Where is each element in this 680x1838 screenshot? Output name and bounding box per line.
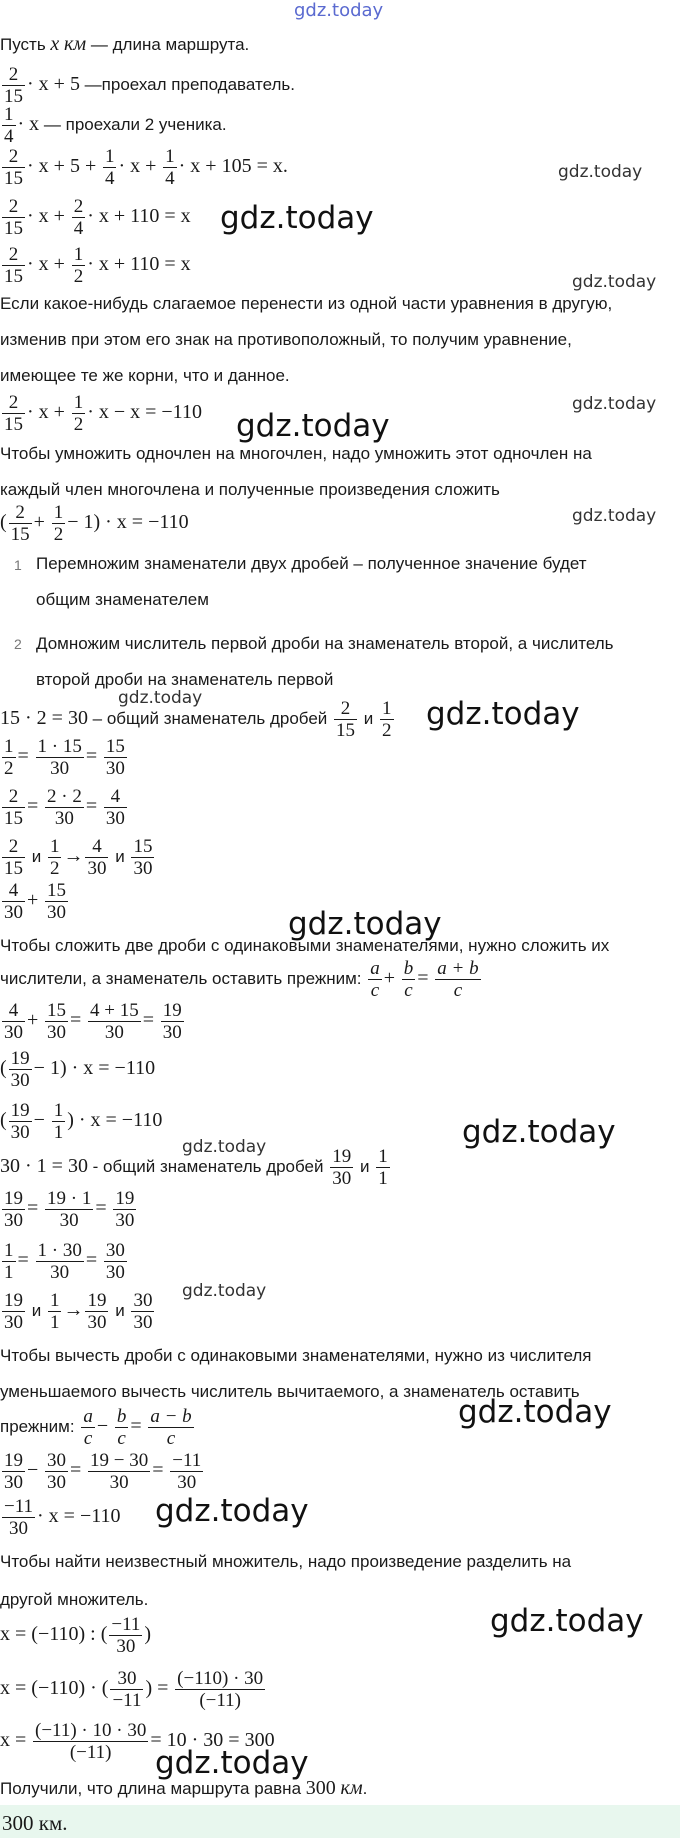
fraction: $\frac{2}{15}$ [4, 244, 23, 287]
math-line: $\frac{2}{15}$ · x + $\frac{2}{4}$ · x + 110 = x [4, 196, 191, 239]
fraction: $\frac{1}{1}$ [53, 1100, 64, 1143]
fraction: $\frac{19 - 30}{30}$ [90, 1450, 149, 1493]
watermark: gdz.today [288, 906, 442, 942]
watermark: gdz.today [558, 162, 643, 182]
step-number: 1 [14, 557, 22, 573]
math-line: числители, а знаменатель оставить прежним: $\frac{a}{c}$ + $\frac{b}{c}$ = $\frac{a + b}{c}$ [0, 958, 479, 1001]
text-line: другой множитель. [0, 1590, 149, 1609]
fraction: $\frac{19}{30}$ [10, 1100, 30, 1143]
fraction: $\frac{30}{30}$ [133, 1290, 153, 1333]
step-text: Домножим числитель первой дроби на знаменатель второй, а числитель [36, 634, 614, 653]
math-line: $\frac{2}{15}$ · x + $\frac{1}{2}$ · x − x = −110 [4, 392, 202, 435]
fraction: $\frac{19}{30}$ [4, 1188, 23, 1231]
fraction: $\frac{19}{30}$ [87, 1290, 107, 1333]
fraction: $\frac{2}{15}$ [4, 146, 23, 189]
fraction: $\frac{2 \cdot 2}{30}$ [47, 786, 82, 829]
math-line: $\frac{2}{15}$ и $\frac{1}{2}$ → $\frac{4}{30}$ и $\frac{15}{30}$ [4, 836, 153, 879]
fraction: $\frac{30}{-11}$ [112, 1668, 142, 1711]
fraction: $\frac{1}{4}$ [4, 104, 14, 147]
watermark: gdz.today [426, 696, 580, 732]
math-line: 30 · 1 = 30 - общий знаменатель дробей $\frac{19}{30}$ и $\frac{1}{1}$ [0, 1146, 388, 1189]
fraction: $\frac{-11}{30}$ [4, 1496, 34, 1539]
watermark: gdz.today [572, 506, 657, 526]
fraction: $\frac{2}{15}$ [4, 786, 23, 829]
fraction: $\frac{19}{30}$ [4, 1450, 23, 1493]
fraction: $\frac{1 \cdot 15}{30}$ [37, 736, 82, 779]
fraction: $\frac{1 \cdot 30}{30}$ [37, 1240, 82, 1283]
fraction: $\frac{15}{30}$ [105, 736, 125, 779]
math-line: $\frac{2}{15}$ · x + 5 + $\frac{1}{4}$ · x + $\frac{1}{4}$ · x + 105 = x. [4, 146, 288, 189]
watermark: gdz.today [462, 1114, 616, 1150]
fraction: $\frac{30}{30}$ [105, 1240, 125, 1283]
answer-text: 300 км. [2, 1811, 68, 1835]
fraction: $\frac{4 + 15}{30}$ [90, 1000, 139, 1043]
text-line: каждый член многочлена и полученные произведения сложить [0, 480, 500, 499]
fraction: $\frac{2}{15}$ [4, 392, 23, 435]
fraction: $\frac{1}{1}$ [378, 1146, 388, 1189]
text-line: Если какое-нибудь слагаемое перенести из одной части уравнения в другую, [0, 294, 613, 313]
fraction: $\frac{2}{15}$ [4, 64, 23, 107]
text-line: Получили, что длина маршрута равна 300 км. [0, 1777, 368, 1799]
fraction: $\frac{4}{30}$ [4, 880, 23, 923]
fraction: $\frac{15}{30}$ [133, 836, 153, 879]
fraction: $\frac{a}{c}$ [370, 958, 380, 1001]
math-line: $\frac{2}{15}$ = $\frac{2 \cdot 2}{30}$ = $\frac{4}{30}$ [4, 786, 125, 829]
text-line: Чтобы сложить две дроби с одинаковыми знаменателями, нужно сложить их [0, 936, 610, 955]
watermark: gdz.today [236, 408, 390, 444]
math-line: $\frac{4}{30}$ + $\frac{15}{30}$ [4, 880, 67, 923]
text-line: Чтобы умножить одночлен на многочлен, надо умножить этот одночлен на [0, 444, 592, 463]
math-line: $\frac{1}{4}$ · x — проехали 2 ученика. [4, 104, 227, 147]
fraction: $\frac{b}{c}$ [116, 1406, 127, 1449]
fraction: $\frac{a - b}{c}$ [150, 1406, 192, 1449]
math-line: $\frac{-11}{30}$ · x = −110 [4, 1496, 121, 1539]
fraction: $\frac{a + b}{c}$ [437, 958, 479, 1001]
text-line: Чтобы вычесть дроби с одинаковыми знаменателями, нужно из числителя [0, 1346, 592, 1365]
math-line: $\frac{1}{2}$ = $\frac{1 \cdot 15}{30}$ = $\frac{15}{30}$ [4, 736, 125, 779]
watermark: gdz.today [118, 688, 203, 708]
fraction: $\frac{19}{30}$ [4, 1290, 23, 1333]
math-line: прежним: $\frac{a}{c}$ − $\frac{b}{c}$ = $\frac{a - b}{c}$ [0, 1406, 192, 1449]
fraction: $\frac{(-11) \cdot 10 \cdot 30}{(-11)}$ [35, 1720, 147, 1763]
step-text: общим знаменателем [36, 590, 209, 609]
fraction: $\frac{19}{30}$ [332, 1146, 352, 1189]
fraction: $\frac{1}{1}$ [4, 1240, 14, 1283]
math-line: x = (−110) : ( $\frac{-11}{30}$ ) [0, 1614, 152, 1657]
fraction: $\frac{1}{1}$ [49, 1290, 60, 1333]
fraction: $\frac{a}{c}$ [83, 1406, 93, 1449]
fraction: $\frac{b}{c}$ [403, 958, 414, 1001]
math-line: x = $\frac{(-11) \cdot 10 \cdot 30}{(-11)}$ = 10 · 30 = 300 [0, 1720, 275, 1763]
fraction: $\frac{1}{2}$ [49, 836, 60, 879]
text-line: Чтобы найти неизвестный множитель, надо произведение разделить на [0, 1552, 572, 1571]
fraction: $\frac{2}{15}$ [336, 698, 356, 741]
answer-box [0, 1805, 680, 1838]
fraction: $\frac{4}{30}$ [4, 1000, 23, 1043]
watermark: gdz.today [572, 394, 657, 414]
fraction: $\frac{19}{30}$ [115, 1188, 135, 1231]
fraction: $\frac{4}{30}$ [87, 836, 107, 879]
text-line: уменьшаемого вычесть числитель вычитаемого, а знаменатель оставить [0, 1382, 580, 1401]
fraction: $\frac{1}{2}$ [53, 502, 64, 545]
watermark: gdz.today [572, 272, 657, 292]
fraction: $\frac{15}{30}$ [47, 1000, 67, 1043]
watermark: gdz.today [182, 1281, 267, 1301]
math-line: ( $\frac{19}{30}$ − 1) · x = −110 [0, 1048, 156, 1091]
math-line: $\frac{19}{30}$ − $\frac{30}{30}$ = $\frac{19 - 30}{30}$ = $\frac{-11}{30}$ [4, 1450, 202, 1493]
watermark: gdz.today [182, 1137, 267, 1157]
fraction: $\frac{19 \cdot 1}{30}$ [47, 1188, 92, 1231]
fraction: $\frac{2}{4}$ [73, 196, 84, 239]
watermark-top: gdz.today [294, 0, 384, 21]
watermark: gdz.today [155, 1493, 309, 1529]
fraction: $\frac{1}{4}$ [165, 146, 175, 189]
watermark: gdz.today [155, 1745, 309, 1781]
watermark: gdz.today [220, 200, 374, 236]
fraction: $\frac{30}{30}$ [47, 1450, 67, 1493]
fraction: $\frac{4}{30}$ [105, 786, 125, 829]
fraction: $\frac{1}{4}$ [104, 146, 115, 189]
step-text: второй дроби на знаменатель первой [36, 670, 334, 689]
fraction: $\frac{2}{15}$ [4, 196, 23, 239]
watermark: gdz.today [458, 1394, 612, 1430]
fraction: $\frac{2}{15}$ [10, 502, 30, 545]
fraction: $\frac{19}{30}$ [162, 1000, 182, 1043]
fraction: $\frac{2}{15}$ [4, 836, 23, 879]
fraction: $\frac{-11}{30}$ [172, 1450, 202, 1493]
math-line: ( $\frac{19}{30}$ − $\frac{1}{1}$ ) · x = −110 [0, 1100, 163, 1143]
math-line: $\frac{2}{15}$ · x + 5 —проехал преподаватель. [4, 64, 295, 107]
step-number: 2 [14, 636, 22, 652]
fraction: $\frac{(-110) \cdot 30}{(-11)}$ [177, 1668, 264, 1711]
text-line: Пусть x км — длина маршрута. [0, 33, 250, 55]
math-line: 15 · 2 = 30 – общий знаменатель дробей $\frac{2}{15}$ и $\frac{1}{2}$ [0, 698, 392, 741]
math-line: ( $\frac{2}{15}$ + $\frac{1}{2}$ − 1) · x = −110 [0, 502, 189, 545]
math-line: $\frac{19}{30}$ = $\frac{19 \cdot 1}{30}$ = $\frac{19}{30}$ [4, 1188, 135, 1231]
fraction: $\frac{1}{2}$ [4, 736, 14, 779]
math-line: $\frac{4}{30}$ + $\frac{15}{30}$ = $\frac{4 + 15}{30}$ = $\frac{19}{30}$ [4, 1000, 182, 1043]
math-line: $\frac{2}{15}$ · x + $\frac{1}{2}$ · x + 110 = x [4, 244, 191, 287]
fraction: $\frac{1}{2}$ [73, 392, 84, 435]
text-line: имеющее те же корни, что и данное. [0, 366, 290, 385]
watermark: gdz.today [490, 1603, 644, 1639]
fraction: $\frac{19}{30}$ [10, 1048, 30, 1091]
math-line: x = (−110) · ( $\frac{30}{-11}$ ) = $\frac{(-110) \cdot 30}{(-11)}$ [0, 1668, 264, 1711]
fraction: $\frac{-11}{30}$ [111, 1614, 141, 1657]
math-line: $\frac{1}{1}$ = $\frac{1 \cdot 30}{30}$ = $\frac{30}{30}$ [4, 1240, 125, 1283]
text-line: изменив при этом его знак на противоположный, то получим уравнение, [0, 330, 572, 349]
step-text: Перемножим знаменатели двух дробей – полученное значение будет [36, 554, 587, 573]
fraction: $\frac{15}{30}$ [47, 880, 67, 923]
fraction: $\frac{1}{2}$ [73, 244, 84, 287]
math-line: $\frac{19}{30}$ и $\frac{1}{1}$ → $\frac{19}{30}$ и $\frac{30}{30}$ [4, 1290, 153, 1333]
fraction: $\frac{1}{2}$ [382, 698, 392, 741]
